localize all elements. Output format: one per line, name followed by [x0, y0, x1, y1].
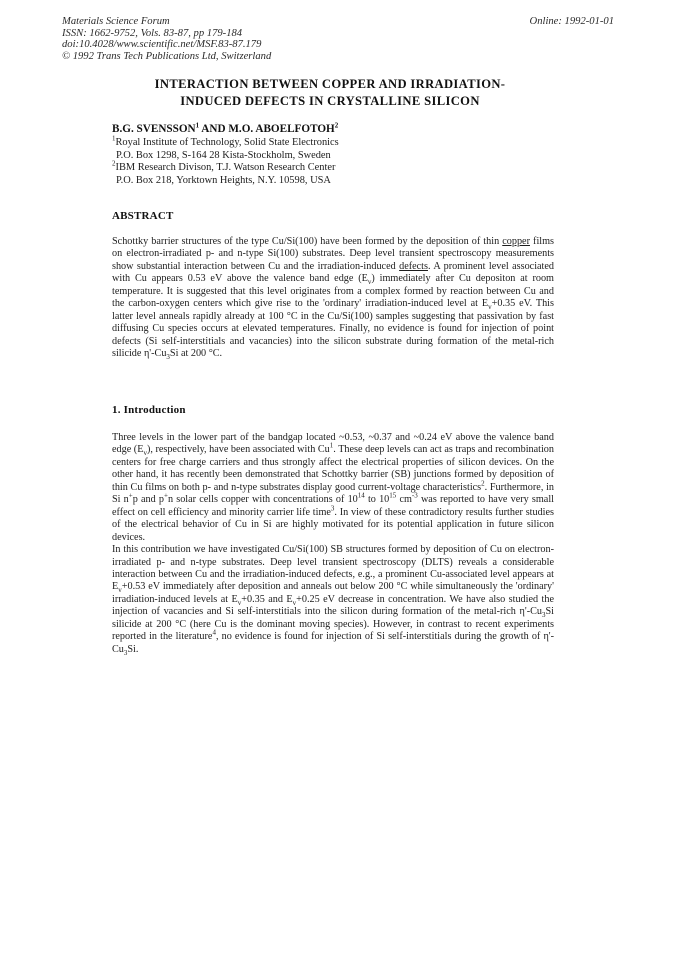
title-line-1: INTERACTION BETWEEN COPPER AND IRRADIATION- — [154, 77, 506, 91]
author-2: M.O. ABOELFOTOH — [228, 123, 335, 135]
superscript: -3 — [411, 491, 418, 500]
subscript: v — [292, 598, 297, 607]
body-text: . These deep levels can act as traps and recombination centers for free charge carriers and thus strongly affect the electrical properties of silicon devices. On the other hand, it has recently been demonstrated that Schottky barrier (SB) junctions formed by deposition of thin Cu films on both p- and n-type substrates display good current-voltage characteristics — [112, 444, 554, 493]
intro-paragraph-2 — [112, 544, 554, 656]
subscript: 3 — [123, 648, 128, 657]
abstract-text: +0.35 eV. This latter level anneals rapidly already at 100 °C in the Cu/Si(100) samples suggesting that passivation by fast diffusing Cu species occurs at elevated temperatures. Finally, no evidence is found for injection of point defects (Si self-interstitials and vacancies) into the silicon substrate during formation of the metal-rich silicide η'-Cu — [112, 298, 554, 360]
affiliations — [112, 134, 339, 187]
abstract-text: films on electron-irradiated p- and n-type Si(100) substrates. Deep level transient spectroscopy measurements show substantial interaction between Cu and the irradiation-induced — [112, 236, 554, 272]
affiliation-2-address: P.O. Box 218, Yorktown Heights, N.Y. 10598, USA — [116, 174, 331, 186]
body-text: n solar cells copper with concentrations of 10 — [167, 494, 358, 506]
paper-title — [90, 76, 570, 110]
abstract-text: Schottky barrier structures of the type Cu/Si(100) have been formed by the deposition of thin — [112, 236, 503, 247]
superscript: + — [128, 491, 133, 500]
journal-meta — [62, 16, 271, 62]
body-text: In this contribution we have investigated Cu/Si(100) SB structures formed by deposition of Cu on electron-irradiated p- and n-type substrates. Deep level transient spectroscopy (DLTS) reveals a considerable interaction between Cu and the irradiation-induced defects, e.g., a prominent Cu-associated level appears at E — [112, 544, 554, 593]
author-list — [112, 123, 338, 135]
affiliation-2-line-1 — [112, 159, 339, 175]
subscript: v — [367, 278, 372, 287]
citation-mark: 3 — [330, 504, 335, 513]
body-text: Si silicide at 200 °C (here Cu is the dominant moving species). However, in contrast to recent experiments reported in the literature — [112, 606, 554, 643]
body-text: . Furthermore, in Si n — [112, 481, 554, 506]
subscript: 3 — [542, 611, 546, 620]
abstract-text: Si at 200 °C. — [169, 348, 223, 360]
superscript: + — [164, 491, 168, 500]
affiliation-2-mark: 2 — [112, 159, 116, 168]
affiliation-1-line-1 — [112, 134, 339, 150]
subscript: v — [118, 586, 122, 595]
abstract-text: ) immediately after Cu depositon at room temperature. It is suggested that this level originates from a complex formed by reaction between Cu and the carbon-oxygen centers which give rise to the 'ordinary' irradiation-induced level at E — [112, 273, 554, 310]
affiliation-1-name: Royal Institute of Technology, Solid State Electronics — [115, 137, 339, 148]
body-text: , no evidence is found for injection of Si self-interstitials during the growth of η'-Cu — [112, 631, 555, 655]
abstract-underlined-word: copper — [502, 236, 530, 247]
abstract-paragraph — [112, 236, 554, 361]
superscript: 14 — [357, 491, 365, 500]
citation-mark: 2 — [481, 479, 485, 488]
abstract-text: . A prominent level associated with Cu appears 0.53 eV above the valence band edge (E — [112, 260, 554, 285]
affiliation-1-address: P.O. Box 1298, S-164 28 Kista-Stockholm, Sweden — [116, 149, 331, 161]
copyright-line: © 1992 Trans Tech Publications Ltd, Switzerland — [62, 50, 272, 62]
body-text: Si. — [127, 643, 139, 655]
body-text: ), respectively, have been associated with Cu — [146, 444, 330, 456]
affiliation-2-name: IBM Research Divison, T.J. Watson Research Center — [115, 162, 336, 174]
body-text: p and p — [132, 494, 165, 506]
section-heading-introduction: 1. Introduction — [112, 404, 186, 416]
subscript: 3 — [166, 353, 170, 362]
intro-paragraph-1 — [112, 432, 554, 544]
doi-line: doi:10.4028/www.scientific.net/MSF.83-87.179 — [62, 39, 262, 51]
body-text: +0.53 eV immediately after deposition and anneals out below 200 °C while simultaneously the 'ordinary' irradiation-induced levels at E — [112, 581, 554, 605]
author-2-affil-mark: 2 — [334, 121, 339, 130]
superscript: 15 — [389, 491, 397, 500]
online-date: Online: 1992-01-01 — [529, 16, 614, 27]
journal-name: Materials Science Forum — [62, 16, 170, 27]
subscript: v — [488, 303, 492, 312]
abstract-heading: ABSTRACT — [112, 210, 174, 222]
affiliation-1-mark: 1 — [112, 134, 116, 143]
introduction-body — [112, 432, 554, 656]
abstract-underlined-word: defects — [399, 260, 428, 272]
citation-mark: 4 — [212, 628, 216, 637]
body-text: +0.35 and E — [241, 593, 293, 605]
body-text: . In view of these contradictory results further studies of the electrical behavior of Cu in Si are highly motivated for its potential application in future silicon devices. — [112, 506, 554, 543]
abstract-body — [112, 236, 554, 361]
author-1-affil-mark: 1 — [195, 121, 200, 130]
body-text: to 10 — [364, 494, 390, 506]
subscript: v — [237, 598, 242, 607]
author-1: B.G. SVENSSON — [112, 123, 196, 135]
body-text: +0.25 eV decrease in concentration. We have also studied the injection of vacancies and Si self-interstitials into the silicon during formation of the metal-rich η'-Cu — [112, 593, 554, 618]
title-line-2: INDUCED DEFECTS IN CRYSTALLINE SILICON — [180, 94, 480, 108]
author-conjunction: AND — [199, 123, 229, 135]
body-text: was reported to have very small effect on cell efficiency and minority carrier life time — [112, 494, 554, 518]
subscript: v — [143, 449, 147, 458]
body-text: Three levels in the lower part of the bandgap located ~0.53, ~0.37 and ~0.24 eV above the valence band edge (E — [112, 432, 554, 456]
citation-mark: 1 — [329, 442, 334, 451]
body-text: cm — [396, 494, 412, 506]
issn-line: ISSN: 1662-9752, Vols. 83-87, pp 179-184 — [62, 27, 243, 39]
